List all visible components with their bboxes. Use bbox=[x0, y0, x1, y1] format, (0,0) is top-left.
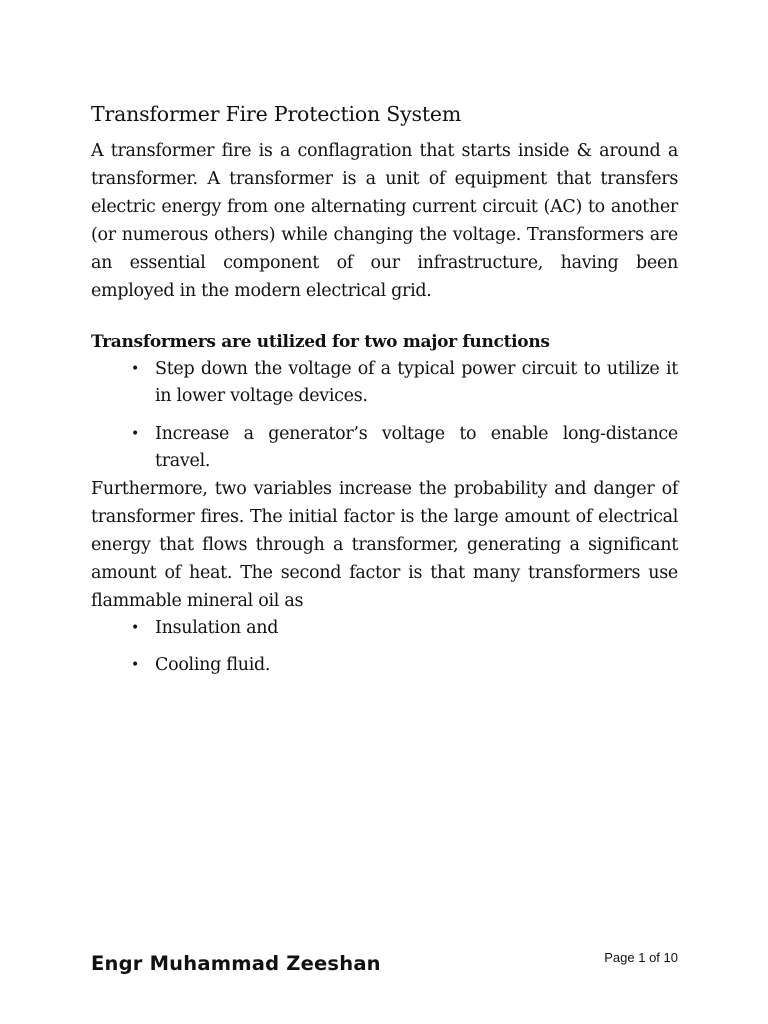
oil-uses-list bbox=[91, 615, 678, 679]
document-body bbox=[91, 100, 678, 679]
bullet-icon: • bbox=[131, 361, 139, 377]
list-item-text: Cooling fluid. bbox=[155, 655, 271, 675]
bullet-icon: • bbox=[131, 426, 139, 442]
intro-paragraph: A transformer fire is a conflagration that starts inside & around a transformer. A transformer is a unit of equipment that transfers electric energy from one alternating current circuit (AC) to another (or numerous others) while changing the voltage. Transformers are an essential component of our infrastructure, having been employed in the modern electrical grid. bbox=[91, 141, 678, 301]
functions-heading: Transformers are utilized for two major functions bbox=[91, 332, 550, 352]
bullet-icon: • bbox=[131, 620, 139, 636]
list-item-text: Increase a generator’s voltage to enable long-distance travel. bbox=[155, 424, 678, 471]
list-item bbox=[91, 421, 678, 475]
factors-paragraph: Furthermore, two variables increase the probability and danger of transformer fires. The initial factor is the large amount of electrical energy that flows through a transformer, generating a significant amount of heat. The second factor is that many transformers use flammable mineral oil as bbox=[91, 479, 678, 611]
list-item-text: Insulation and bbox=[155, 618, 279, 638]
functions-list bbox=[91, 356, 678, 475]
list-item bbox=[91, 615, 678, 642]
list-item-text: Step down the voltage of a typical power circuit to utilize it in lower voltage devices. bbox=[155, 359, 678, 406]
bullet-icon: • bbox=[131, 657, 139, 673]
page-number: Page 1 of 10 bbox=[604, 950, 678, 965]
footer-author: Engr Muhammad Zeeshan bbox=[91, 952, 381, 975]
list-item bbox=[91, 652, 678, 679]
list-item bbox=[91, 356, 678, 410]
document-title: Transformer Fire Protection System bbox=[91, 102, 462, 126]
